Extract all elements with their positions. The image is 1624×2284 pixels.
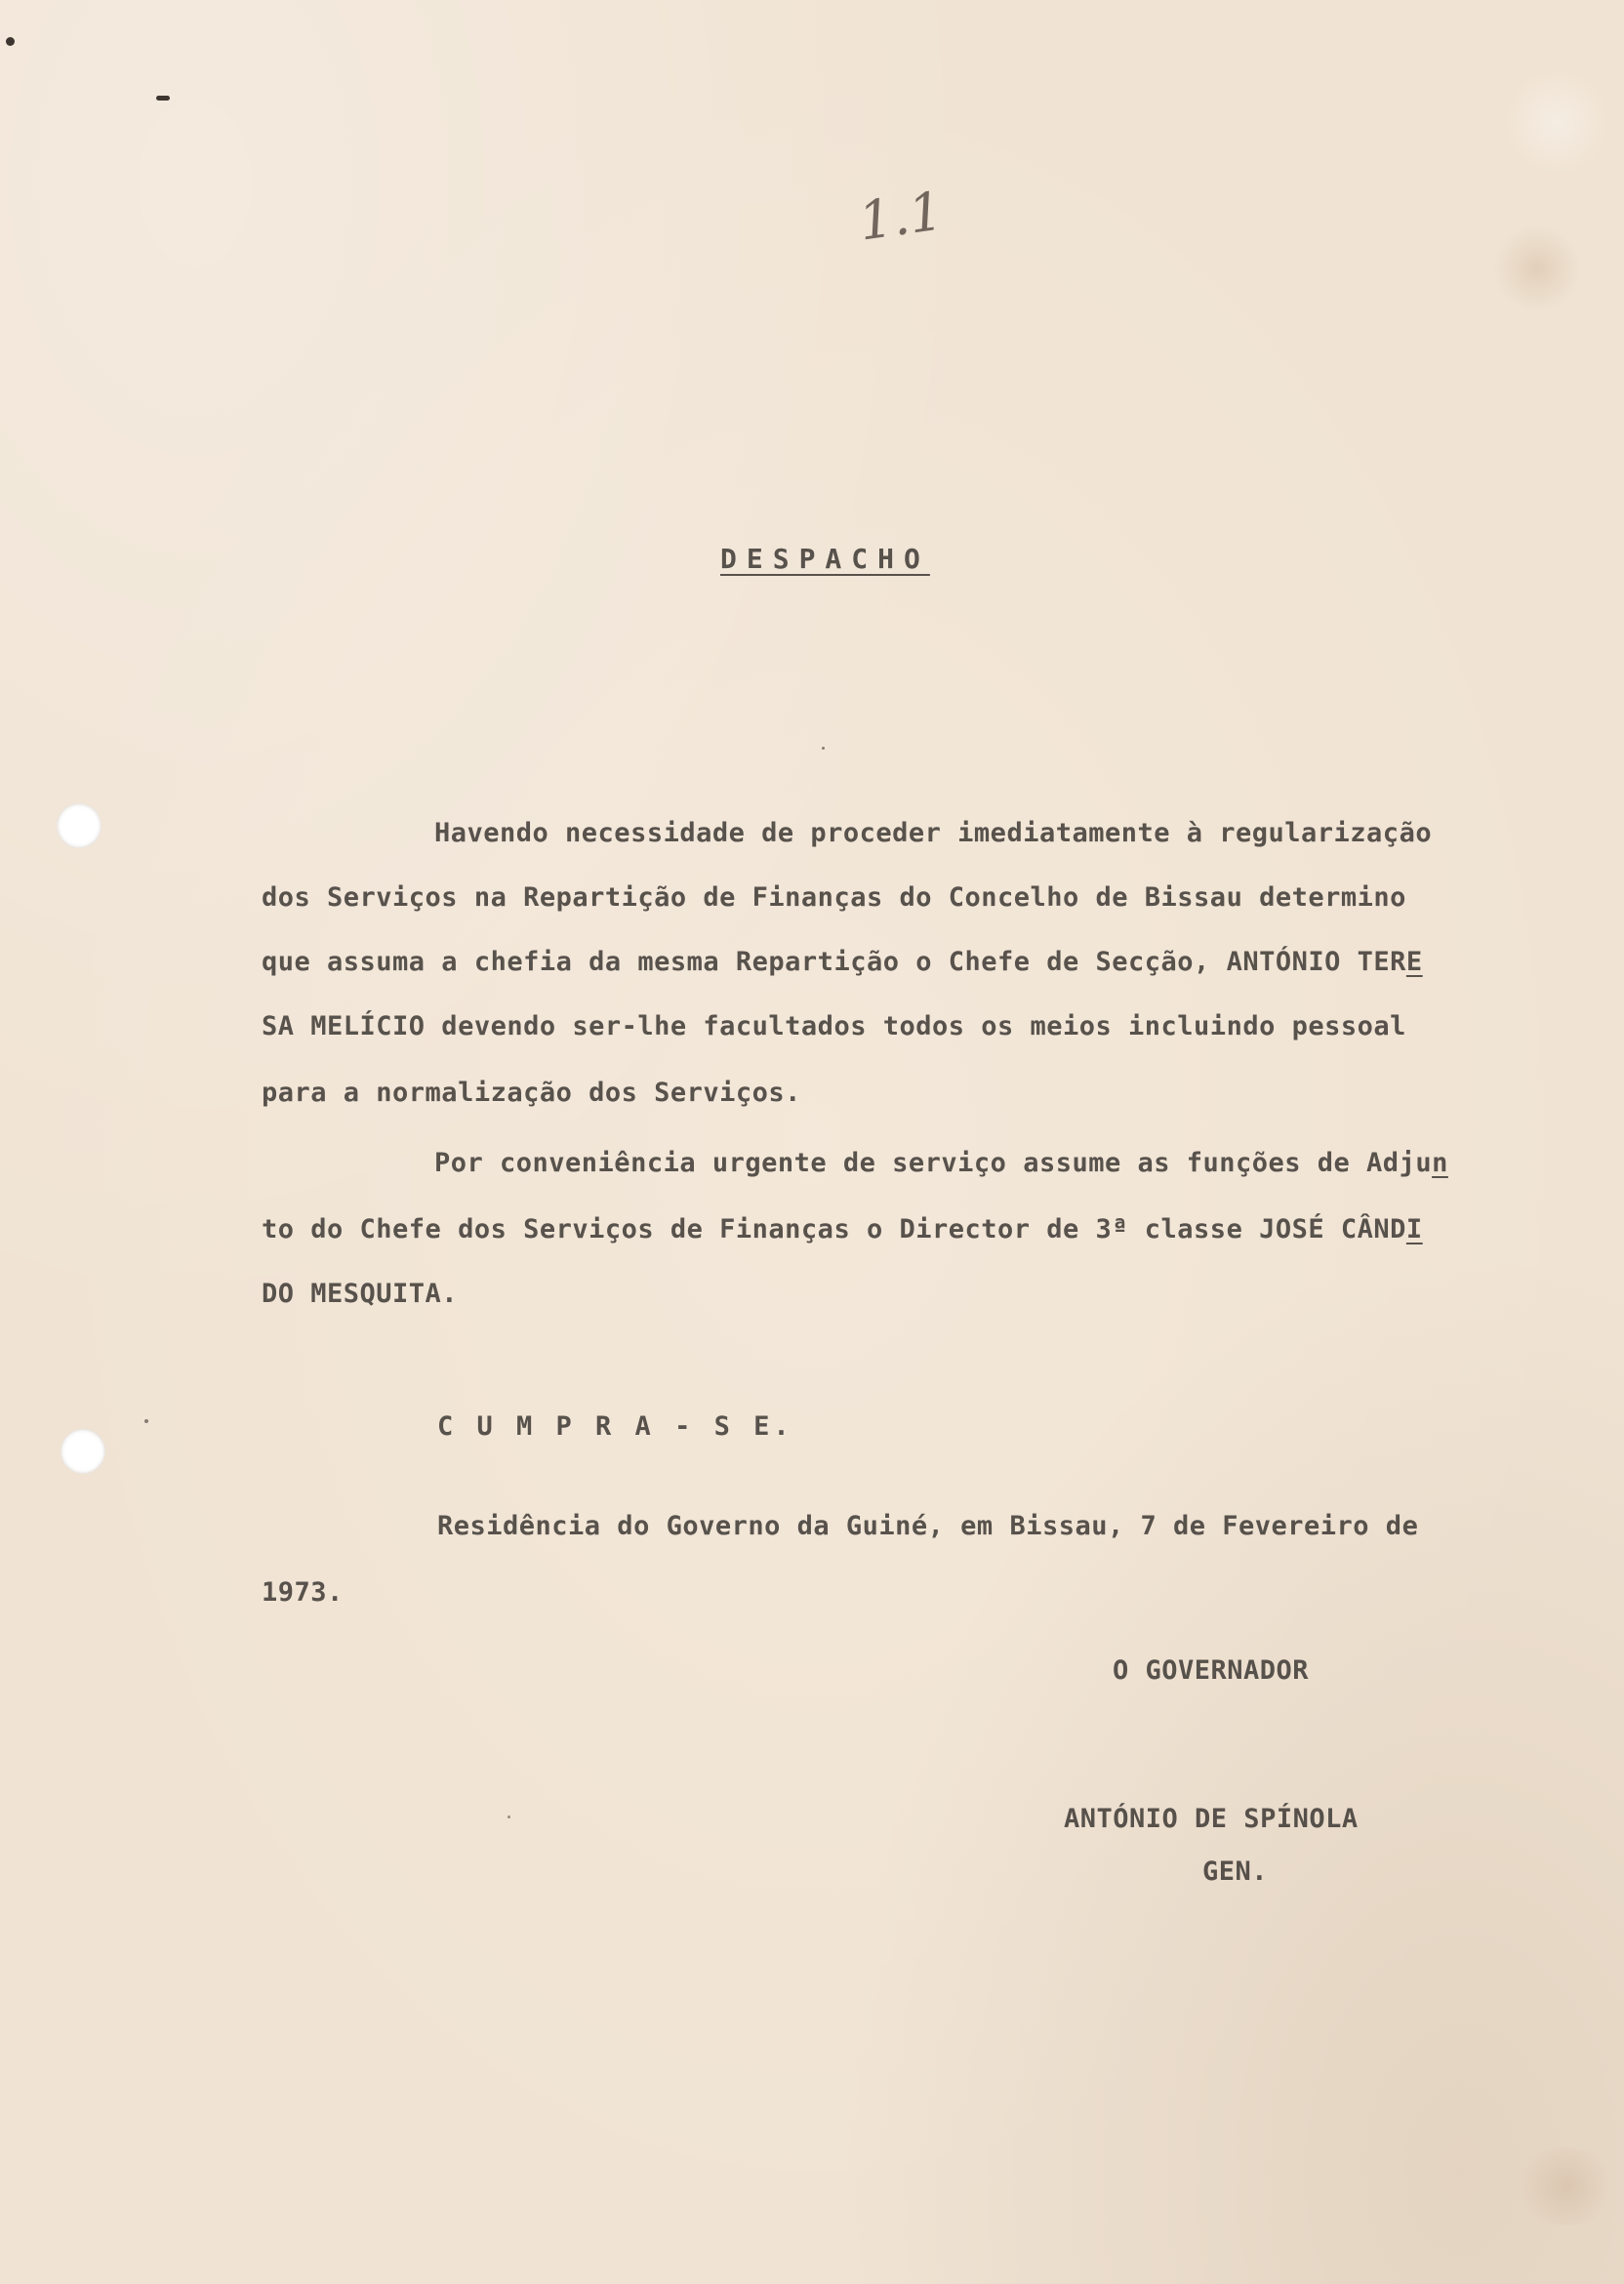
paper-stain <box>1493 224 1581 312</box>
paper-stain <box>1513 2147 1620 2225</box>
underlined-text: n <box>1432 1148 1448 1178</box>
ink-speck <box>156 96 170 101</box>
signatory-rank: GEN. <box>1202 1856 1269 1887</box>
ink-speck <box>822 747 825 750</box>
body-line <box>434 1148 1448 1178</box>
body-text: Por conveniência urgente de serviço assume as funções de Adju <box>434 1148 1433 1178</box>
body-line <box>262 1214 1423 1244</box>
punch-hole <box>61 1429 105 1474</box>
paper-stain <box>1503 68 1610 176</box>
body-line <box>262 947 1423 977</box>
underlined-text: E <box>1405 947 1423 977</box>
residence-line: Residência do Governo da Guiné, em Bissau, 7 de Fevereiro de <box>437 1511 1419 1541</box>
body-line: SA MELÍCIO devendo ser-lhe facultados todos os meios incluindo pessoal <box>262 1011 1406 1041</box>
ink-speck <box>144 1419 148 1423</box>
underlined-text: I <box>1405 1214 1423 1244</box>
body-line: para a normalização dos Serviços. <box>262 1078 801 1108</box>
punch-hole <box>57 803 102 848</box>
document-title: DESPACHO <box>720 543 930 575</box>
body-line: Havendo necessidade de proceder imediatamente à regularização <box>434 818 1433 848</box>
governor-title: O GOVERNADOR <box>1113 1655 1310 1686</box>
signatory-name: ANTÓNIO DE SPÍNOLA <box>1064 1804 1359 1834</box>
order-text: C U M P R A - S E. <box>437 1411 793 1442</box>
body-line: dos Serviços na Repartição de Finanças do Concelho de Bissau determino <box>262 882 1406 913</box>
handwritten-page-number: 1.1 <box>855 180 947 253</box>
residence-year: 1973. <box>262 1577 344 1608</box>
body-line: DO MESQUITA. <box>262 1279 459 1309</box>
body-text: to do Chefe dos Serviços de Finanças o Director de 3ª classe JOSÉ CÂND <box>262 1214 1406 1244</box>
body-text: que assuma a chefia da mesma Repartição o Chefe de Secção, ANTÓNIO TER <box>262 947 1406 977</box>
ink-speck <box>508 1815 510 1818</box>
ink-speck <box>6 37 15 46</box>
